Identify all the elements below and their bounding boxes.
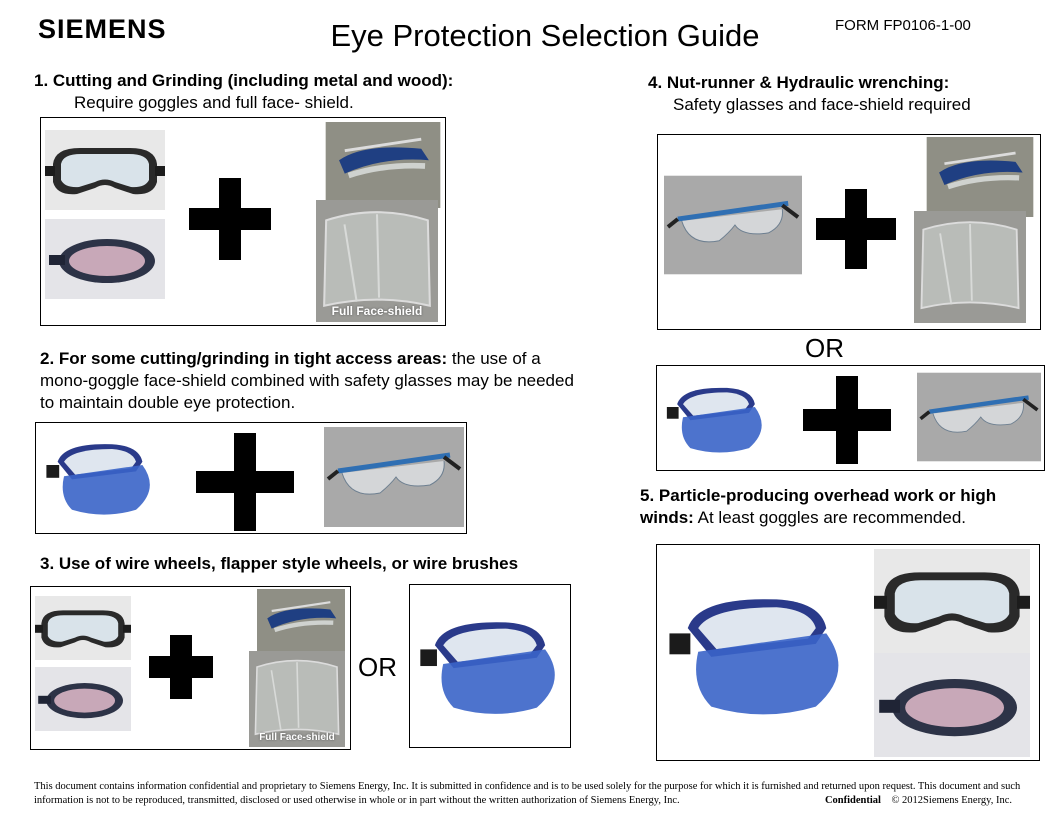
section-2-body: the use of a mono-goggle face-shield combined with safety glasses may be needed to maintain double eye protection.	[40, 349, 574, 412]
or-label: OR	[358, 652, 397, 682]
section-5-body: At least goggles are recommended.	[693, 508, 967, 527]
safety-glasses-icon	[664, 175, 802, 275]
section-3	[40, 553, 600, 575]
section-3-image-panel	[30, 586, 351, 750]
footer-disclaimer: This document contains information confidential and proprietary to Siemens Energy, Inc. It is submitted in confidence and is to be used solely for the purpose for which it is furnished and returned upon request. This document and such information is not to be reproduced, transmitted, disclosed or used otherwise in whole or in part without the written authorization of Siemens Energy, Inc.	[34, 781, 1021, 806]
full-face-shield-label: Full Face-shield	[331, 304, 423, 318]
section-3-heading: 3. Use of wire wheels, flapper style wheels, or wire brushes	[40, 554, 519, 573]
mono-goggle-shield-icon	[40, 425, 160, 529]
footer-copyright: © 2012Siemens Energy, Inc.	[891, 795, 1012, 806]
goggles-icon	[869, 653, 1035, 757]
section-1-image-panel	[40, 117, 446, 326]
section-4-heading: 4. Nut-runner & Hydraulic wrenching:	[648, 73, 950, 92]
section-4	[648, 72, 1048, 116]
section-4-image-panel	[657, 134, 1041, 330]
mono-goggle-shield-icon	[412, 595, 568, 735]
plus-icon	[189, 178, 271, 260]
footer-confidential: Confidential	[824, 795, 881, 806]
form-number: FORM FP0106-1-00	[835, 17, 971, 34]
plus-icon	[149, 635, 213, 699]
section-2-heading: 2. For some cutting/grinding in tight access areas:	[40, 349, 448, 368]
goggles-icon	[35, 593, 131, 663]
plus-icon	[196, 433, 294, 531]
face-shield-image	[247, 651, 347, 747]
face-shield-image	[315, 200, 439, 322]
safety-glasses-icon	[324, 425, 464, 529]
section-2	[40, 348, 580, 414]
mono-goggle-shield-icon	[661, 368, 771, 468]
section-2-image-panel	[35, 422, 467, 534]
goggles-icon	[869, 549, 1035, 653]
face-shield-icon	[914, 209, 1026, 325]
section-5-heading: 5. Particle-producing overhead work or high winds:	[640, 486, 997, 527]
section-1-body: Require goggles and full face- shield.	[74, 93, 354, 112]
goggles-icon	[45, 218, 165, 300]
full-face-shield-label: Full Face-shield	[259, 732, 335, 743]
mono-goggle-shield-icon	[659, 575, 855, 731]
section-4-alt-panel	[656, 365, 1045, 471]
section-5-image-panel	[656, 544, 1040, 761]
section-1-heading: 1. Cutting and Grinding (including metal and wood):	[34, 71, 454, 90]
siemens-logo: SIEMENS	[38, 14, 167, 44]
or-label: OR	[805, 333, 844, 363]
face-shield-icon	[924, 137, 1036, 217]
footer	[34, 780, 1024, 808]
face-shield-icon	[325, 122, 441, 208]
section-4-body: Safety glasses and face-shield required	[673, 95, 971, 114]
section-1	[34, 70, 594, 114]
plus-icon	[803, 376, 891, 464]
safety-glasses-icon	[917, 368, 1041, 466]
page-title: Eye Protection Selection Guide	[330, 18, 760, 53]
goggles-icon	[35, 667, 131, 731]
goggles-icon	[45, 126, 165, 214]
face-shield-icon	[255, 589, 347, 655]
plus-icon	[816, 189, 896, 269]
section-5	[640, 485, 1050, 529]
section-3-alt-panel	[409, 584, 571, 748]
